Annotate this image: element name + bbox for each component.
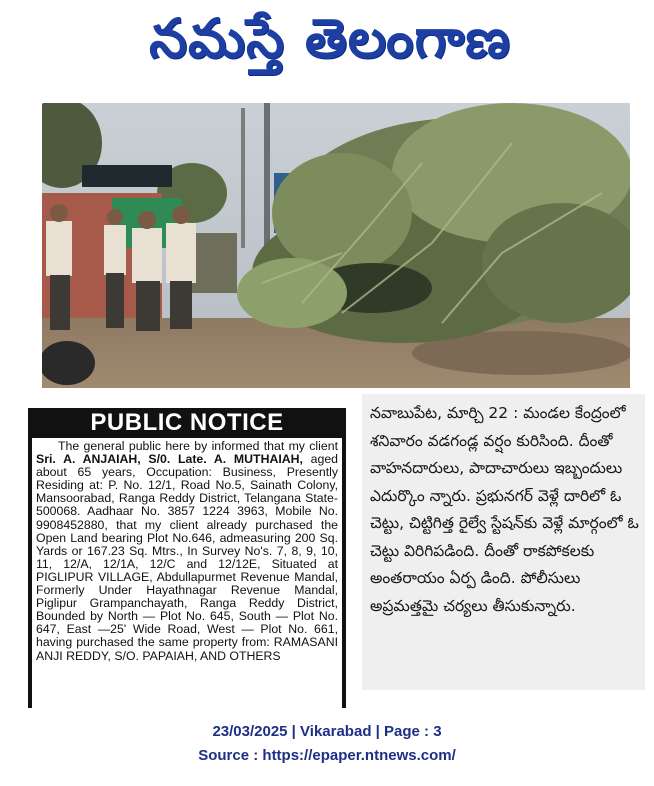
article-text: నవాబుపేట, మార్చి 22 : మండల కేంద్రంలో శనివారం వడగండ్ల వర్షం కురిసింది. దీంతో వాహనదారులు, పాదాచారులు ఇబ్బందులు ఎదుర్కొం న్నారు. ప్రభునగర్ వెళ్లే దారిలో ఓ చెట్టు, చిట్టిగిత్త రైల్వే స్టేషన్‌కు వెళ్లే మార్గంలో ఓ చెట్టు విరిగిపడింది. దీంతో రాకపోకలకు అంతరాయం ఏర్ప డింది. పోలీసులు అప్రమత్తమై చర్యలు తీసుకున్నారు. xyxy=(370,404,639,615)
footer-date-edition: 23/03/2025 | Vikarabad | Page : 3 xyxy=(212,723,442,740)
news-article xyxy=(362,394,645,690)
public-notice xyxy=(28,408,346,708)
public-notice-text xyxy=(32,438,342,663)
public-notice-title: PUBLIC NOTICE xyxy=(90,409,284,436)
footer-source-link[interactable]: Source : https://epaper.ntnews.com/ xyxy=(198,747,456,764)
newspaper-masthead xyxy=(60,6,600,84)
notice-client-name: Sri. A. ANJAIAH, S/0. Late. A. MUTHAIAH, xyxy=(36,452,303,467)
notice-intro: The general public here by informed that my client xyxy=(58,439,338,453)
news-photo xyxy=(42,103,630,388)
masthead-title: నమస్తే తెలంగాణ xyxy=(149,6,511,70)
notice-details: aged about 65 years, Occupation: Business, Presently Residing at: P. No. 12/1, Road No.5, Sainath Colony, Mansoorabad, Ranga Reddy District, Telangana State-500068. Aadhaar No. 3857 1224 3963, Mobile No. 9908452880, that my client already purchased the Open Land bearing Plot No.646, admeasuring 200 Sq. Yards or 167.23 Sq. Mtrs., In Survey No's. 7, 8, 9, 10, 11, 12/A, 12/1A, 12/C and 12/12E, Situated at PIGLIPUR VILLAGE, Abdullapurmet Revenue Mandal, Formerly Under Hayathnagar Revenue Mandal, Piglipur Grampanchayath, Ranga Reddy District, Bounded by North — Plot No. 645, South — Plot No. 647, East —25' Wide Road, West — Plot No. 661, having purchased the same property from: RAMASANI ANJI REDDY, S/O. PAPAIAH, AND OTHERS xyxy=(36,452,338,663)
public-notice-body xyxy=(32,438,342,708)
page-footer xyxy=(0,720,654,768)
fallen-tree-photo xyxy=(42,103,630,388)
